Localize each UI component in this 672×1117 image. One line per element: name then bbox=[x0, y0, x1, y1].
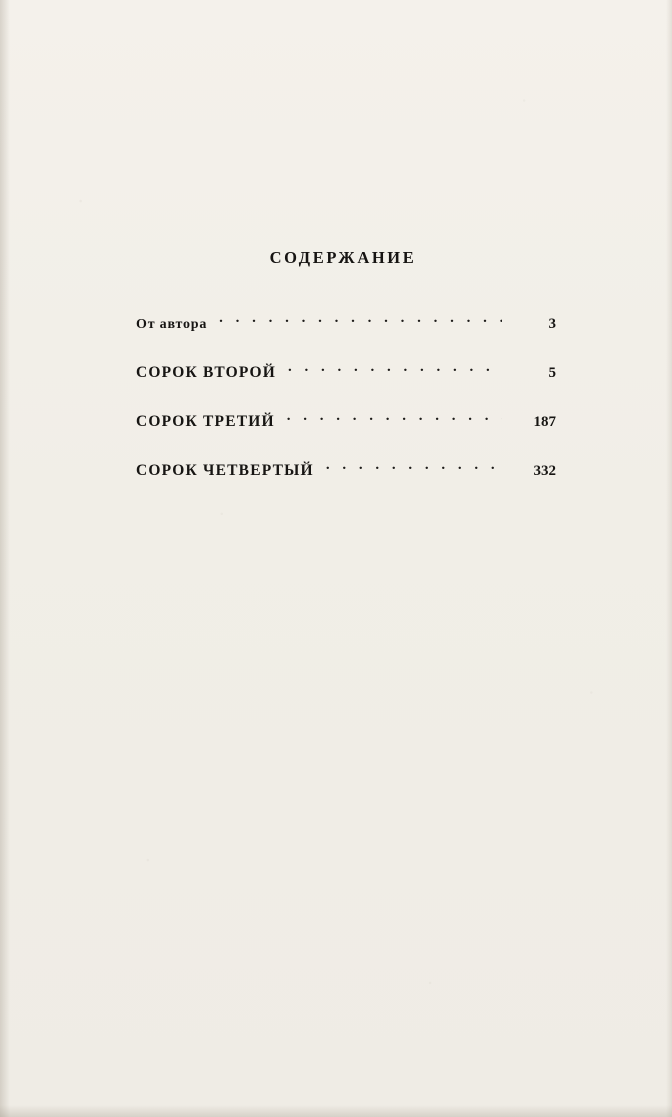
toc-entry-label: От автора bbox=[136, 317, 208, 332]
table-of-contents bbox=[0, 248, 672, 508]
toc-entry-page: 5 bbox=[548, 365, 556, 381]
toc-entry-list bbox=[136, 312, 556, 480]
toc-entry bbox=[136, 312, 556, 333]
toc-entry-page: 3 bbox=[548, 316, 556, 332]
toc-leader-dots bbox=[219, 312, 502, 328]
toc-entry bbox=[136, 459, 556, 480]
toc-entry-label: СОРОК ЧЕТВЕРТЫЙ bbox=[136, 462, 314, 479]
page-edge-shadow-bottom bbox=[0, 1105, 672, 1117]
page-edge-shadow-left bbox=[0, 0, 10, 1117]
page-title: СОДЕРЖАНИЕ bbox=[269, 248, 417, 267]
toc-entry bbox=[136, 410, 556, 431]
toc-entry-label: СОРОК ВТОРОЙ bbox=[136, 364, 277, 381]
toc-leader-dots bbox=[326, 459, 502, 475]
toc-entry-label: СОРОК ТРЕТИЙ bbox=[136, 413, 275, 430]
page-edge-shadow-right bbox=[666, 0, 672, 1117]
toc-entry-page: 332 bbox=[533, 463, 556, 479]
toc-leader-dots bbox=[288, 361, 502, 377]
toc-entry bbox=[136, 361, 556, 382]
toc-entry-page: 187 bbox=[533, 414, 556, 430]
toc-leader-dots bbox=[287, 410, 502, 426]
